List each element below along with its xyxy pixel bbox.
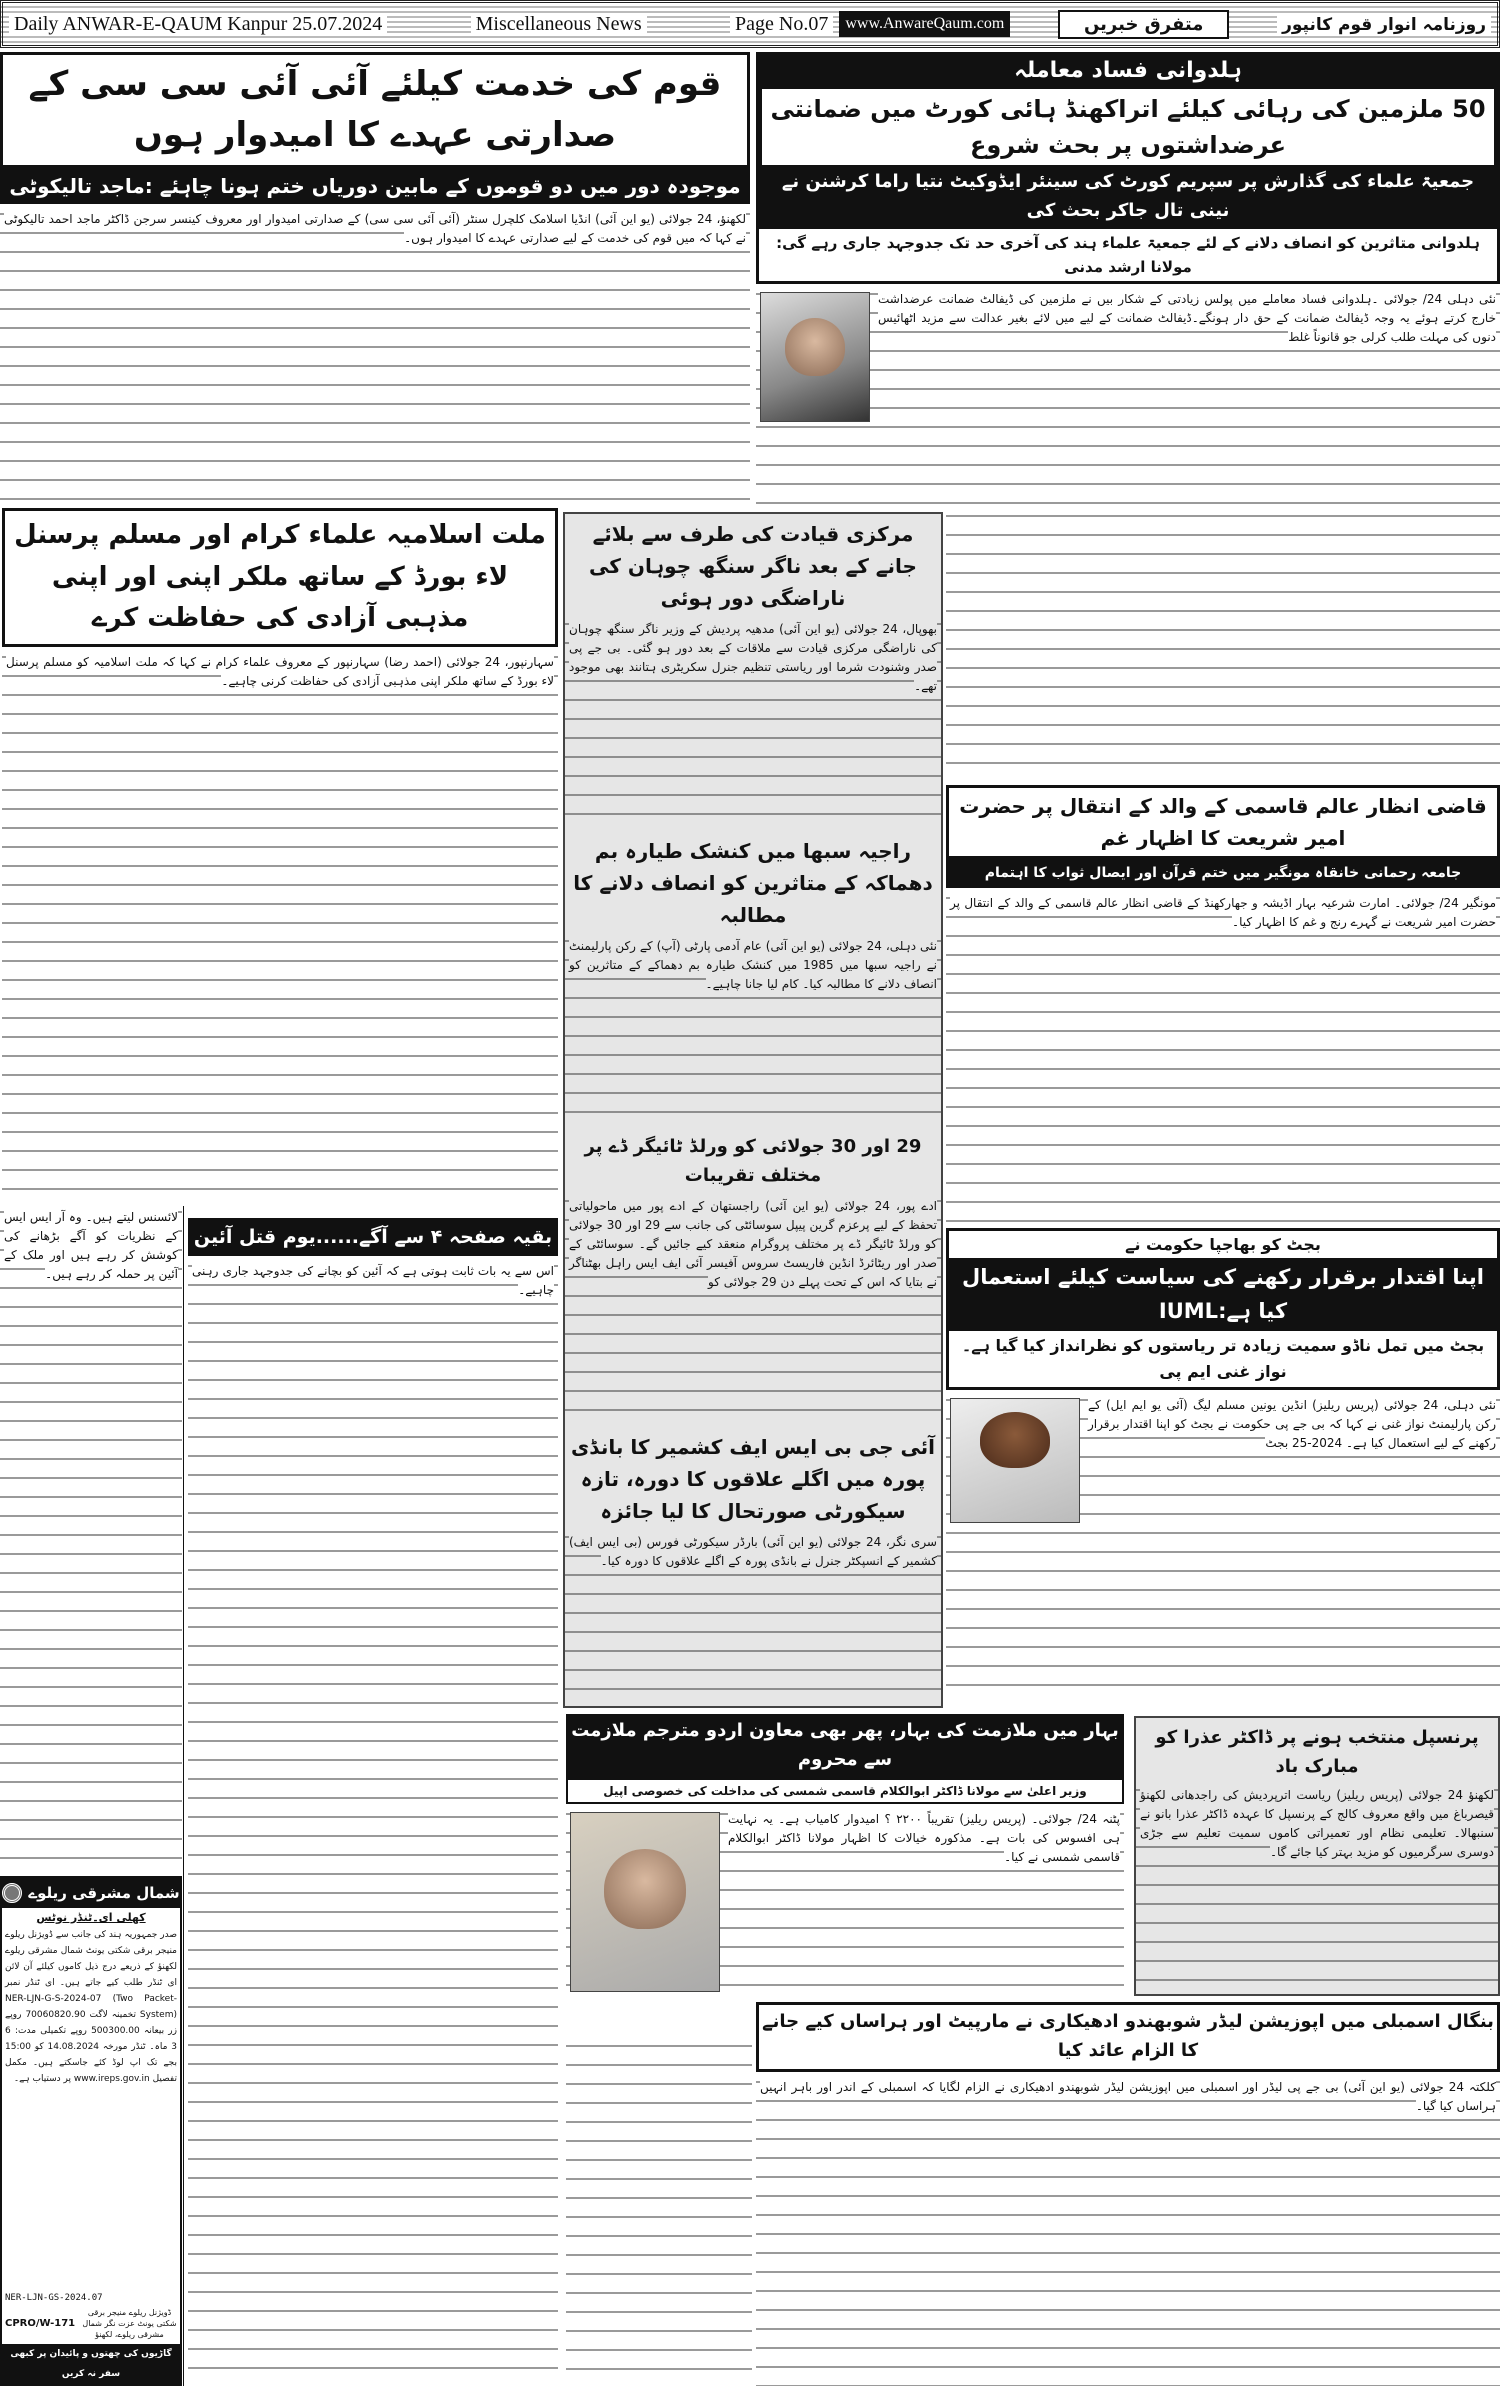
- principal-body: لکھنؤ 24 جولائی (پریس ریلیز) ریاست اترپردیش کی راجدھانی لکھنؤ قیصرباغ میں واقع معروف کالج کے پرنسپل کا عہدہ ڈاکٹر عذرا بانو نے سنبھالا۔ تعلیمی نظام اور تعمیراتی کاموں سمیت تعلیم سے جڑی دوسری سرگرمیوں کو مزید بہتر کیا جائے گا۔: [1136, 1784, 1498, 1994]
- budget-body: نئی دہلی، 24 جولائی (پریس ریلیز) انڈین یونین مسلم لیگ (آئی یو ایم ایل) کے رکن پارلیمنٹ نواز غنی نے کہا کہ بی جے پی حکومت نے بجٹ کو اپنا اقتدار برقرار رکھنے کے لیے استعمال کیا ہے۔ 2024-25 بجٹ: [946, 1394, 1500, 1702]
- iic-headline: قوم کی خدمت کیلئے آئی آئی سی سی کے صدارتی عہدے کا امیدوار ہوں: [0, 52, 750, 168]
- bengal-story: [756, 2002, 1500, 2386]
- haldwani-subhead: جمعیۃ علماء کی گذارش پر سپریم کورٹ کی سینئر ایڈوکیٹ نتیا راما کرشنن نے نینی تال جاکر بحث کی: [756, 165, 1500, 229]
- nagar-body: بھوپال، 24 جولائی (یو این آئی) مدھیہ پردیش کے وزیر ناگر سنگھ چوہان کی ناراضگی مرکزی قیادت سے ملاقات کے بعد دور ہو گئی۔ بی جے پی صدر وشنودت شرما اور ریاستی تنظیم جنرل سکریٹری ہتانند بھی موجود تھے۔: [565, 618, 941, 831]
- website-link[interactable]: www.AnwareQaum.com: [839, 11, 1010, 37]
- haldwani-story: [756, 52, 1500, 508]
- column-divider: [183, 1206, 184, 2386]
- tiger-day-headline: 29 اور 30 جولائی کو ورلڈ ٹائیگر ڈے پر مختلف تقریبات: [584, 1136, 922, 1187]
- left-column-body: لائسنس لیتے ہیں۔ وہ آر ایس ایس کے نظریات کو آگے بڑھانے کی کوشش کر رہے ہیں اور ملک کے آئین پر حملہ کر رہے ہیں۔: [0, 1206, 182, 1870]
- railway-ad-signature: ڈویژنل ریلوے منیجر برقی شکتی یونٹ عزت نگر شمال مشرقی ریلوے، لکھنؤ: [82, 2308, 177, 2339]
- budget-headline: اپنا اقتدار برقرار رکھنے کی سیاست کیلئے استعمال کیا ہے:IUML: [946, 1258, 1500, 1331]
- paper-info: Daily ANWAR-E-QAUM Kanpur 25.07.2024: [9, 13, 387, 36]
- page-header: [0, 0, 1500, 48]
- bihar-subhead: وزیر اعلیٰ سے مولانا ڈاکٹر ابوالکلام قاسمی شمسی کی مداخلت کی خصوصی اپیل: [566, 1778, 1124, 1804]
- haldwani-body-cont: [946, 510, 1500, 778]
- principal-headline: پرنسپل منتخب ہونے پر ڈاکٹر عذرا کو مبارک باد: [1155, 1727, 1479, 1777]
- railway-ad-title-bar: [2, 1878, 180, 1908]
- qazi-body: مونگیر 24/ جولائی۔ امارت شرعیہ بہار اڈیشہ و جھارکھنڈ کے قاضی انظار عالم قاسمی کے والد کے انتقال پر حضرت امیر شریعت نے گہرے رنج و غم کا اظہار کیا۔: [946, 892, 1500, 1222]
- principal-story: [1134, 1716, 1500, 1996]
- budget-subhead: بجٹ میں تمل ناڈو سمیت زیادہ تر ریاستوں کو نظرانداز کیا گیا ہے۔نواز غنی ایم پی: [946, 1331, 1500, 1389]
- railway-ad-subtitle: کھلی ای۔ٹنڈر نوٹس: [36, 1911, 146, 1924]
- baqiya-body: اس سے یہ بات ثابت ہوتی ہے کہ آئین کو بچانے کی جدوجہد جاری رہنی چاہیے۔: [188, 1260, 558, 2386]
- qazi-headline: قاضی انظار عالم قاسمی کے والد کے انتقال پر حضرت امیر شریعت کا اظہار غم: [946, 785, 1500, 859]
- railway-ad-body: صدر جمہوریہ ہند کی جانب سے ڈویژنل ریلوے منیجر برقی شکتی یونٹ شمال مشرقی ریلوے لکھنؤ کے ذریعے درج ذیل کاموں کیلئے آن لائن ای ٹنڈر طلب کیے جاتے ہیں۔ ای ٹنڈر نمبر NER-LJN-G-S-2024-07 (Two Packet-System) تخمینہ لاگت 70060820.90 روپے زر بیعانہ 500300.00 روپے تکمیلی مدت: 6 3 ماہ۔ ٹنڈر مورخہ 14.08.2024 کو 15:00 بجے تک اپ لوڈ کئے جاسکتے ہیں۔ مکمل تفصیل www.ireps.gov.in پر دستیاب ہے۔: [5, 1930, 178, 2084]
- haldwani-subhead-2: ہلدوانی متاثرین کو انصاف دلانے کے لئے جمعیۃ علماء ہند کی آخری حد تک جدوجہد جاری رہے گی: مولانا ارشد مدنی: [756, 229, 1500, 284]
- iic-subhead: موجودہ دور میں دو قوموں کے مابین دوریاں ختم ہونا چاہئے :ماجد تالیکوٹی: [0, 168, 750, 204]
- page-number: Page No.07: [730, 13, 833, 36]
- abul-kalam-qasmi-photo: [570, 1812, 720, 1992]
- bihar-body: پٹنہ 24/ جولائی۔ (پریس ریلیز) تقریباً ۲۲۰۰ ؟ امیدوار کامیاب ہے۔ یہ نہایت ہی افسوس کی بات ہے۔ مذکورہ خیالات کا اظہار مولانا ڈاکٹر ابوالکلام قاسمی شمسی نے کیا۔: [566, 1808, 1124, 1998]
- railway-ad-title: شمال مشرقی ریلوے: [28, 1884, 180, 1902]
- middle-news-column: [563, 512, 943, 1708]
- qazi-subhead: جامعہ رحمانی خانقاہ مونگیر میں ختم قرآن اور ایصال ثواب کا اہتمام: [946, 859, 1500, 888]
- nagar-headline: مرکزی قیادت کی طرف سے بلائے جانے کے بعد ناگر سنگھ چوہان کی ناراضگی دور ہوئی: [589, 522, 917, 610]
- qazi-story: [946, 785, 1500, 1222]
- bihar-headline: بہار میں ملازمت کی بہار، پھر بھی معاون اردو مترجم ملازمت سے محروم: [566, 1714, 1124, 1778]
- haldwani-body: نئی دہلی 24/ جولائی ۔ہلدوانی فساد معاملے میں پولس زیادتی کے شکار بیں نے ملزمین کی ڈیفالٹ ضمانت عرضداشت خارج کرتے ہوئے یہ وجہ ڈیفالٹ ضمانت کے حق دار ہونگے۔ڈیفالٹ ضمانت کے لیے میں لائے بغیر عدالت سے مزید اٹھائیس دنوں کی مہلت طلب کرلی جو قانوناً غلط: [756, 288, 1500, 508]
- bihar-body-cont: [566, 2040, 752, 2386]
- railway-tender-ad: [0, 1876, 182, 2386]
- iic-body: لکھنؤ، 24 جولائی (یو این آئی) انڈیا اسلامک کلچرل سنٹر (آئی آئی سی سی) کے صدارتی امیدوار اور معروف کینسر سرجن ڈاکٹر ماجد احمد تالیکوٹی نے کہا کہ میں قوم کی خدمت کے لیے صدارتی عہدے کا امیدوار ہوں۔: [0, 208, 750, 504]
- millat-story: [2, 508, 558, 1202]
- baqiya-headline: بقیہ صفحہ ۴ سے آگے......یوم قتل آئین: [188, 1218, 558, 1256]
- railway-ad-footer: گاڑیوں کی چھتوں و پائیدان پر کبھی سفر نہ کریں: [2, 2344, 180, 2384]
- masthead-logo: روزنامہ انوار قوم کانپور: [1277, 14, 1491, 35]
- millat-body: سہارنپور، 24 جولائی (احمد رضا) سہارنپور کے معروف علماء کرام نے کہا کہ ملت اسلامیہ کو مسلم پرسنل لاء بورڈ کے ساتھ ملکر اپنی مذہبی آزادی کی حفاظت کرنی چاہیے۔: [2, 651, 558, 1202]
- railway-ad-tender-no: NER-LJN-GS-2024.07: [5, 2293, 103, 2303]
- bengal-body: کلکتہ 24 جولائی (یو این آئی) بی جے پی لیڈر اور اسمبلی میں اپوزیشن لیڈر شوبھندو ادھیکاری نے الزام لگایا کہ اسمبلی کے اندر اور باہر انہیں ہراساں کیا گیا۔: [756, 2076, 1500, 2386]
- iic-story: [0, 52, 750, 504]
- kanishka-body: نئی دہلی، 24 جولائی (یو این آئی) عام آدمی پارٹی (آپ) کے رکن پارلیمنٹ نے راجیہ سبھا میں 1985 میں کنشک طیارہ بم دھماکے کے متاثرین کو انصاف دلانے کا مطالبہ کیا۔ کام لیا جانا چاہیے۔: [565, 935, 941, 1129]
- nawaz-ghani-photo: [950, 1398, 1080, 1523]
- kanishka-headline: راجیہ سبھا میں کنشک طیارہ بم دھماکہ کے متاثرین کو انصاف دلانے کا مطالبہ: [573, 839, 933, 928]
- baqiya-story: [188, 1218, 558, 2386]
- budget-kicker: بجٹ کو بھاجپا حکومت نے: [946, 1228, 1500, 1258]
- bsf-body: سری نگر، 24 جولائی (یو این آئی) بارڈر سیکورٹی فورس (بی ایس ایف) کشمیر کے انسپکٹر جنرل نے بانڈی پورہ کے اگلے علاقوں کا دورہ کیا۔: [565, 1531, 941, 1706]
- bsf-headline: آئی جی بی ایس ایف کشمیر کا بانڈی پورہ میں اگلے علاقوں کا دورہ، تازہ سیکورٹی صورتحال کا لیا جائزہ: [570, 1434, 936, 1523]
- bihar-story: [566, 1714, 1124, 1994]
- budget-story: [946, 1228, 1500, 1702]
- maulana-arshad-madani-photo: [760, 292, 870, 422]
- bengal-headline: بنگال اسمبلی میں اپوزیشن لیڈر شوبھندو ادھیکاری نے مارپیٹ اور ہراساں کیے جانے کا الزام عائد کیا: [756, 2002, 1500, 2072]
- millat-headline: ملت اسلامیہ علماء کرام اور مسلم پرسنل لاء بورڈ کے ساتھ ملکر اپنی اور اپنی مذہبی آزادی کی حفاظت کرے: [2, 508, 558, 647]
- haldwani-kicker: ہلدوانی فساد معاملہ: [756, 52, 1500, 89]
- section-name: Miscellaneous News: [471, 13, 647, 36]
- railway-ad-code: CPRO/W-171: [5, 2318, 76, 2329]
- section-urdu: متفرق خبریں: [1058, 10, 1229, 39]
- railway-logo-icon: [2, 1883, 22, 1903]
- tiger-day-body: ادے پور، 24 جولائی (یو این آئی) راجستھان کے ادے پور میں ماحولیاتی تحفظ کے لیے پرعزم گرین پیپل سوسائٹی کی جانب سے 29 اور 30 جولائی کو ورلڈ ٹائیگر ڈے پر مختلف پروگرام منعقد کیے جائیں گے۔ سوسائٹی کے صدر اور ریٹائرڈ انڈین فاریسٹ سروس آفیسر آئی ایف ایس راہل بھٹناگر نے بتایا کہ اس کے تحت پہلے دن 29 جولائی کو: [565, 1195, 941, 1427]
- haldwani-headline: 50 ملزمین کی رہائی کیلئے اتراکھنڈ ہائی کورٹ میں ضمانتی عرضداشتوں پر بحث شروع: [756, 89, 1500, 165]
